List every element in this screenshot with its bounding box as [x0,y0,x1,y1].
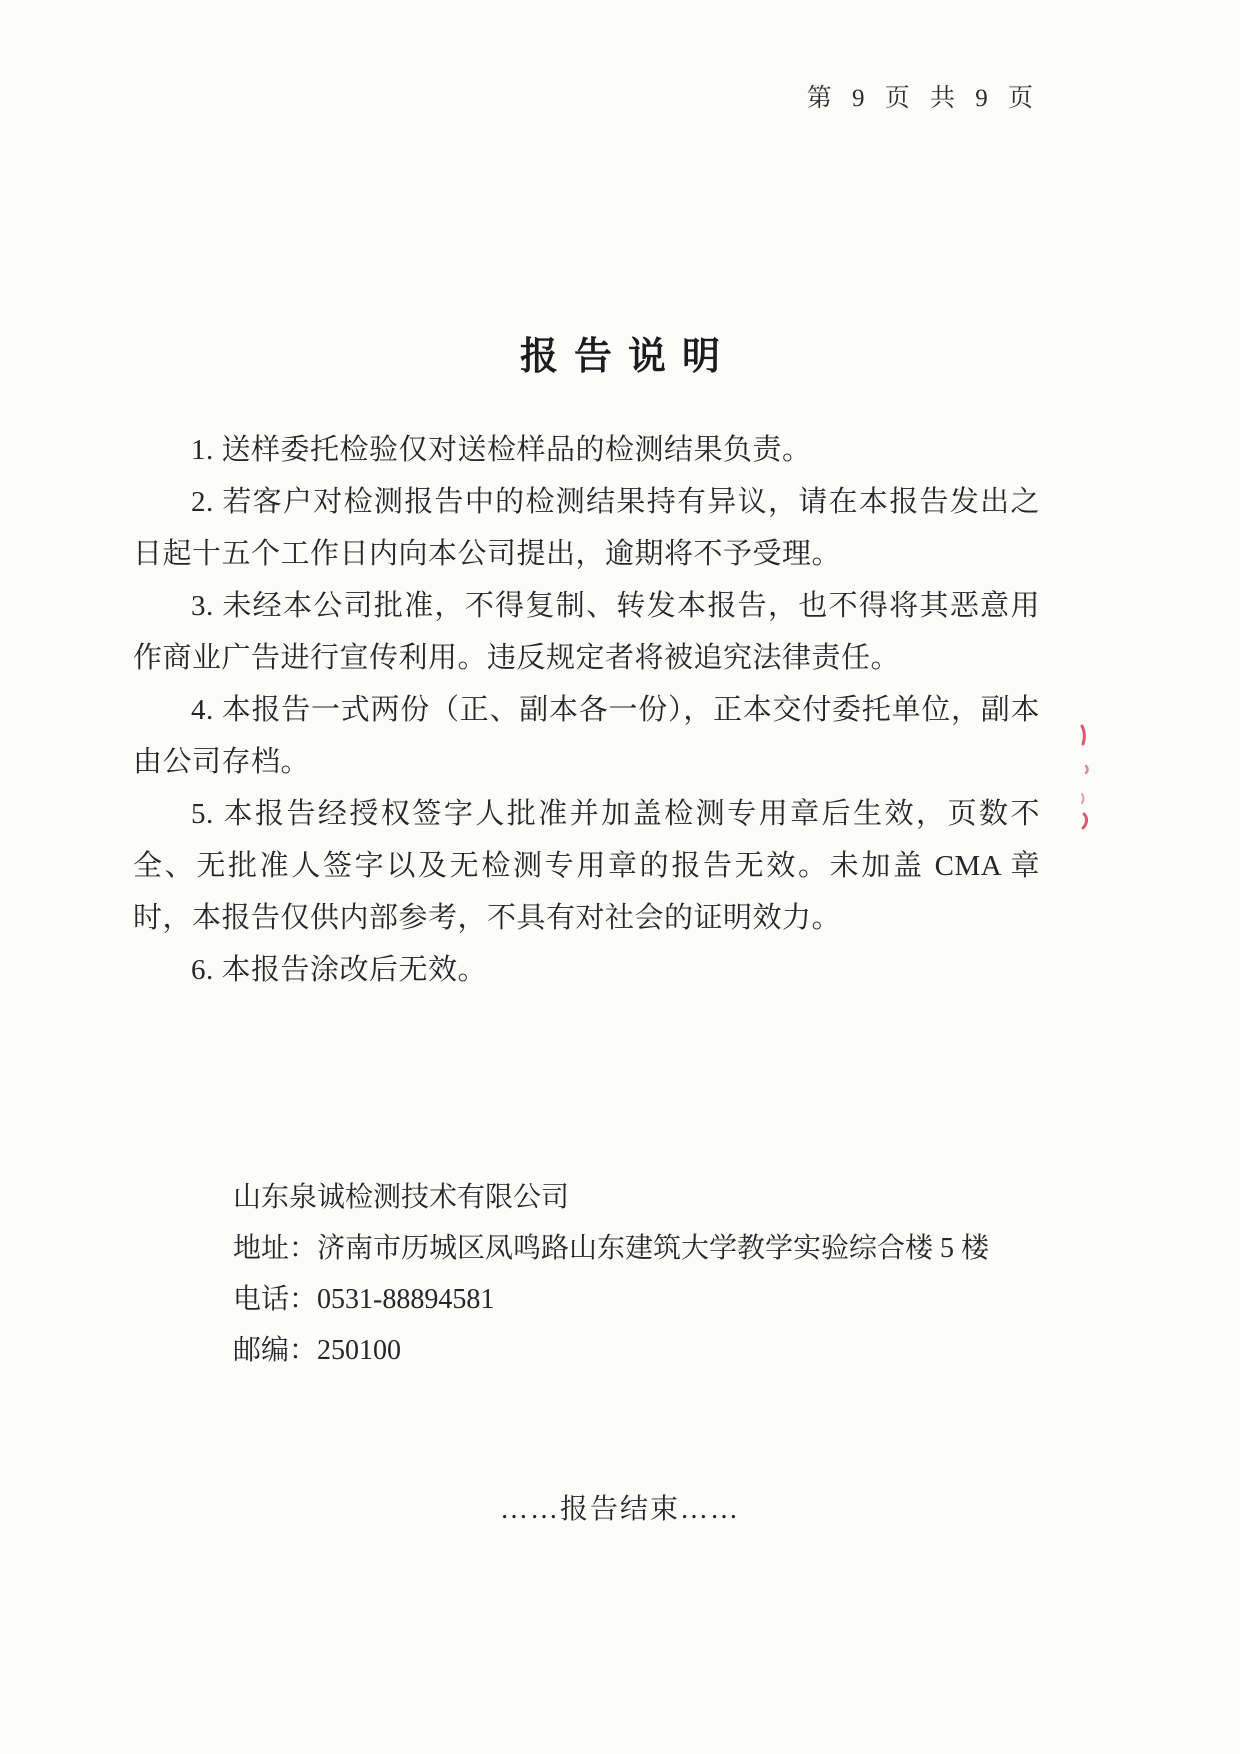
company-name: 山东泉诚检测技术有限公司 [233,1182,570,1213]
note-item-6: 6. 本报告涂改后无效。 [191,954,488,986]
company-postcode: 邮编：250100 [233,1335,402,1366]
red-ink-scan-artifact-icon [1076,722,1100,832]
report-notes-list [133,424,1040,996]
page-number: 第 9 页 共 9 页 [806,85,1040,112]
company-phone: 电话：0531-88894581 [233,1284,495,1315]
report-end-marker: ……报告结束…… [499,1494,740,1525]
note-item-4: 4. 本报告一式两份（正、副本各一份），正本交付委托单位，副本由公司存档。 [133,694,1040,778]
note-item-1: 1. 送样委托检验仅对送检样品的检测结果负责。 [191,434,812,466]
page-title: 报告说明 [519,336,736,379]
note-item-2: 2. 若客户对检测报告中的检测结果持有异议，请在本报告发出之日起十五个工作日内向本公司提出，逾期将不予受理。 [133,486,1040,570]
note-item-3: 3. 未经本公司批准，不得复制、转发本报告，也不得将其恶意用作商业广告进行宣传利用。违反规定者将被追究法律责任。 [133,590,1040,674]
note-item-5: 5. 本报告经授权签字人批准并加盖检测专用章后生效，页数不全、无批准人签字以及无检测专用章的报告无效。未加盖 CMA 章时，本报告仅供内部参考，不具有对社会的证明效力。 [133,798,1040,934]
company-info-block [233,1172,989,1376]
company-address: 地址：济南市历城区凤鸣路山东建筑大学教学实验综合楼 5 楼 [233,1233,990,1264]
